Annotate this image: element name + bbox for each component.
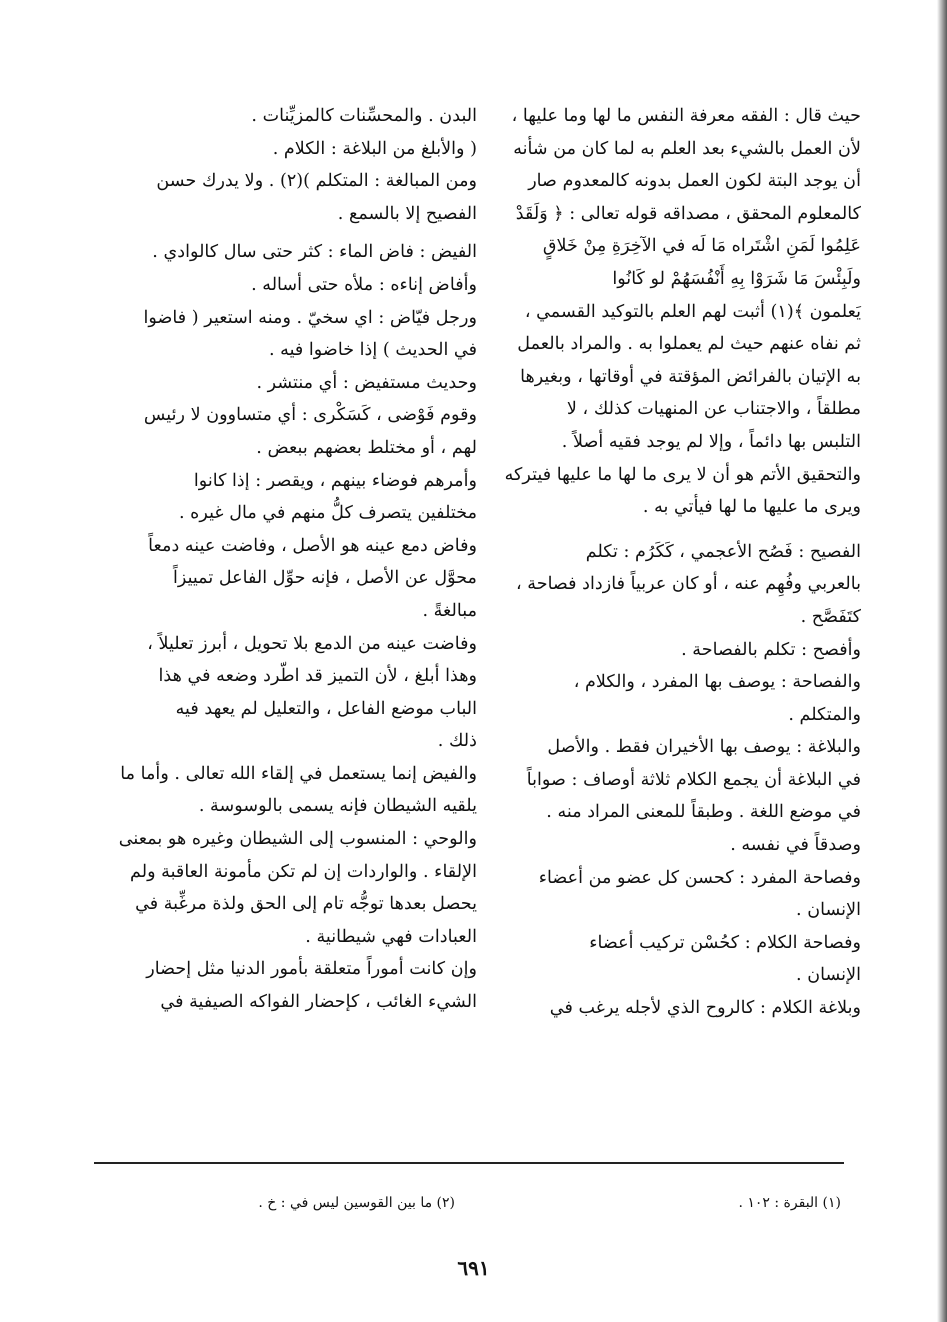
paragraph-balagha: والبلاغة : يوصف بها الأخيران فقط . والأصل في البلاغة أن يجمع الكلام ثلاثة أوصاف : صواباً في موضع اللغة . وطبقاً للمعنى المراد منه . وصدقاً في نفسه . (526, 737, 861, 856)
left-text-column (101, 100, 477, 1019)
paragraph-balaghat-kalam: وبلاغة الكلام : كالروح الذي لأجله يرغب في (549, 998, 861, 1019)
footnote-1: (١) البقرة : ١٠٢ . (738, 1195, 841, 1211)
paragraph-afada: وأفاض إناءه : ملأه حتى أساله . (251, 274, 477, 295)
paragraph-fasaha: والفصاحة : يوصف بها المفرد ، والكلام ، والمتكلم . (573, 672, 861, 725)
paragraph-wahy: والوحي : المنسوب إلى الشيطان وغيره هو بمعنى الإلقاء . والواردات إن لم تكن مأمونة العاقبة ولم يحصل بعدها توجُّه تام إلى الحق ولذة مرغِّبة في العبادات فهي شيطانية . (118, 829, 477, 947)
paragraph-fawda-amr: وأمرهم فوضاء بينهم ، ويقصر : إذا كانوا مختلفين يتصرف كلُّ منهم في مال غيره . (179, 470, 477, 524)
paragraph-fada-dam: وفاض دمع عينه هو الأصل ، وفاضت عينه دمعاً محوَّل عن الأصل ، فإنه حوِّل الفاعل تمييزاً مبالغةً . (148, 535, 477, 621)
paragraph-mustafid: وحديث مستفيض : أي منتشر . (256, 372, 477, 393)
paragraph-fiqh: حيث قال : الفقه معرفة النفس ما لها وما عليها ، لأن العمل بالشيء بعد العلم به لما كان من شأنه أن يوجد البتة لكون العمل بدونه كالمعدوم صار كالمعلوم المحقق ، مصداقه قوله تعالى : ﴿ وَلَقَدْ عَلِمُوا لَمَنِ اشْتَراه مَا لَه في الآخِرَةِ مِنْ خَلاقٍ ولَبِئْسَ مَا شَرَوْا بِهِ أَنْفُسَهُمْ لو كَانُوا يَعلمون ﴾(١) أثبت لهم العلم بالتوكيد القسمي ، ثم نفاه عنهم حيث لم يعملوا به . والمراد بالعمل به الإتيان بالفرائض المؤقتة في أوقاتها ، وبغيرها مطلقاً ، والاجتناب عن المنهيات كذلك ، لا التلبس بها دائماً ، وإلا لم يوجد فقيه أصلاً . والتحقيق الأتم هو أن لا يرى ما لها ما عليها فيتركه ويرى ما عليها ما لها فيأتي به . (504, 106, 861, 518)
paragraph-umur-dunya: وإن كانت أموراً متعلقة بأمور الدنيا مثل إحضار الشيء الغائب ، كإحضار الفواكه الصيفية في (146, 959, 477, 1013)
paragraph-fasahat-kalam: وفصاحة الكلام : كحُسْن تركيب أعضاء الإنسان . (589, 932, 861, 986)
paragraph-fawda: وقوم فَوْضى ، كَسَكْرى : أي متساوون لا رئيس لهم ، أو مختلط بعضهم ببعض . (143, 405, 477, 458)
paragraph-mubalagha: ومن المبالغة : المتكلم )(٢) . ولا يدرك حسن الفصيح إلا بالسمع . (156, 171, 477, 224)
footnote-2: (٢) ما بين القوسين ليس في : خ . (258, 1195, 455, 1211)
paragraph-fasahat-mufrad: وفصاحة المفرد : كحسن كل عضو من أعضاء الإنسان . (538, 867, 861, 921)
paragraph-afsah: وأفصح : تكلم بالفصاحة . (681, 639, 861, 660)
footnote-divider (94, 1162, 844, 1164)
paragraph-ilqa: والفيض إنما يستعمل في إلقاء الله تعالى . وأما ما يلقيه الشيطان فإنه يسمى بالوسوسة . (120, 763, 477, 817)
paragraph-fayyad: ورجل فيّاض : اي سخيّ . ومنه استعير ( فاضوا في الحديث ) إذا خاضوا فيه . (143, 307, 477, 361)
page-number: ٦٩١ (457, 1256, 490, 1280)
paragraph-fayd: الفيض : فاض الماء : كثر حتى سال كالوادي . (152, 242, 477, 263)
right-text-column (485, 100, 861, 1025)
page-edge-shadow (937, 0, 947, 1322)
paragraph-fadat-ayn: وفاضت عينه من الدمع بلا تحويل ، أبرز تعليلاً ، وهذا أبلغ ، لأن التميز قد اطّرد وضعه في هذا الباب موضع الفاعل ، والتعليل لم يعهد فيه ذلك . (147, 633, 477, 752)
paragraph-ablagh: ( والأبلغ من البلاغة : الكلام . (272, 138, 477, 159)
paragraph-badan: البدن . والمحسِّنات كالمزيِّنات . (251, 106, 477, 126)
paragraph-fasih: الفصيح : فَصُح الأعجمي ، كَكَرُم : تكلم بالعربي وفُهِم عنه ، أو كان عربياً فازداد فصاحة ، كتَفَصَّح . (515, 541, 861, 627)
